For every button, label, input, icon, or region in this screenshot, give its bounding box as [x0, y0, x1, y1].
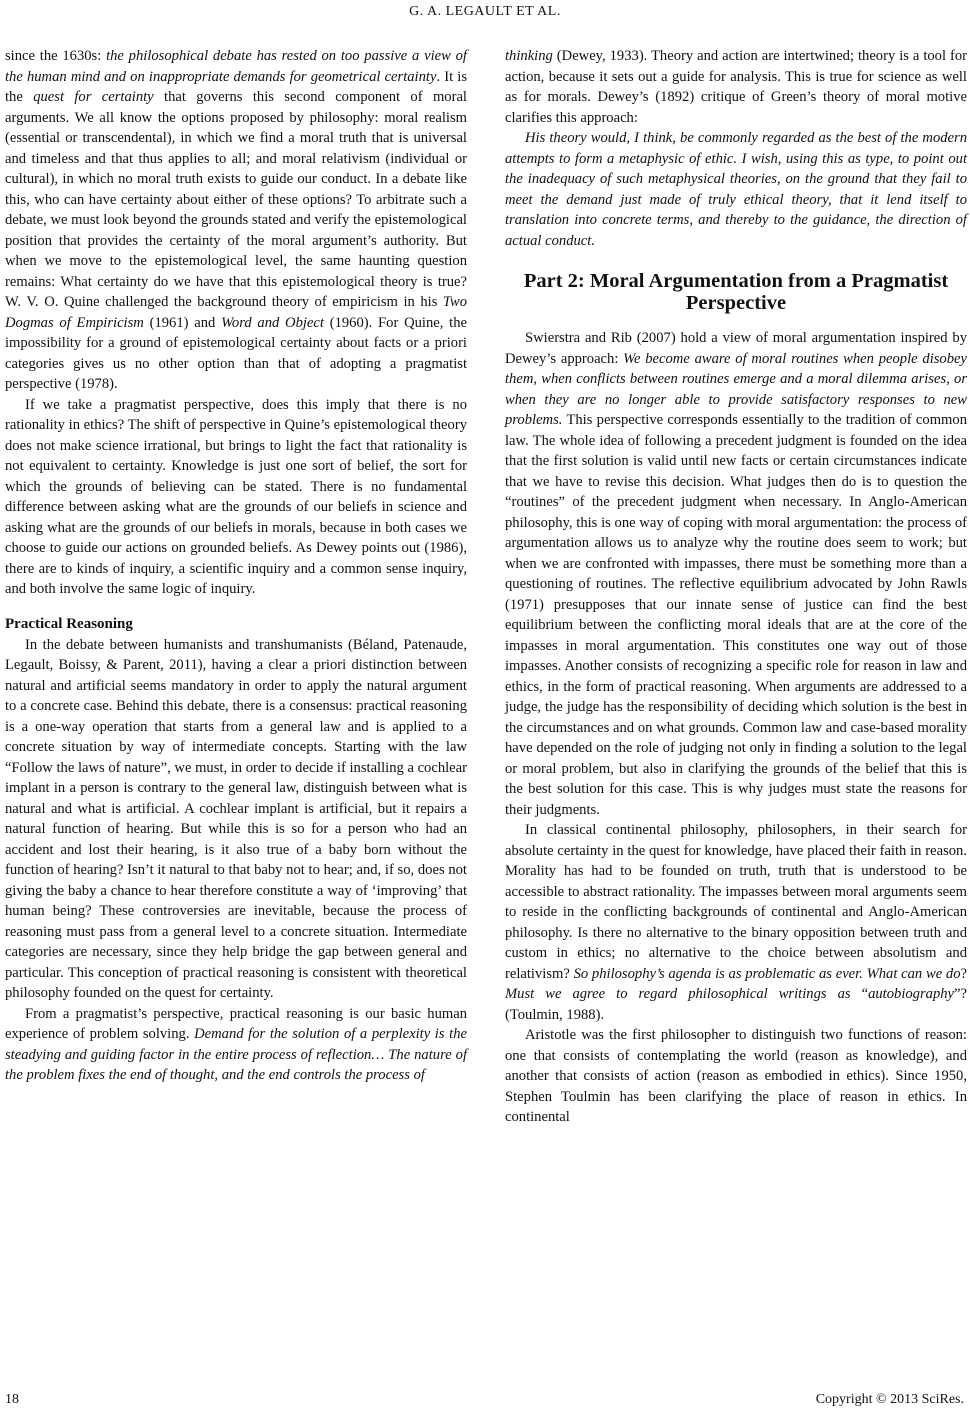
italic-run: quest for certainty — [33, 89, 154, 105]
paragraph: From a pragmatist’s perspective, practical reasoning is our basic human experience of problem solving. Demand for the solution of a perplexity is the steadying and guiding factor in the entire process of reflection… The nature of the problem fixes the end of thought, and the end controls the process of — [5, 1005, 467, 1083]
italic-run: Two Dogmas of Empiricism — [5, 294, 467, 331]
italic-run: Word and Object — [221, 314, 324, 331]
paragraph: If we take a pragmatist perspective, does this imply that there is no rationality in ethics? The shift of perspective in Quine’s epistemological theory does not make science irrational, but brings to light the fact that rationality is not equivalent to certainty. Knowledge is just one sort of belief, the sort for which the grounds of believing can be stated. There is no fundamental difference between asking what are the grounds of our beliefs in science and asking what are the grounds of our beliefs in morals, because in both cases we choose to guide our actions on grounded beliefs. As Dewey points out (1986), there are to kinds of inquiry, a scientific inquiry and a common sense inquiry, and both involve the same logic of inquiry. — [5, 396, 467, 597]
italic-run: Must we agree to regard philosophical writings as — [505, 986, 851, 1002]
italic-run: Demand for the solution of a perplexity is the steadying and guiding factor in the entire process of reflection… The nature of the problem fixes the end of thought — [5, 1026, 467, 1083]
paragraph: since the 1630s: the philosophical debate has rested on too passive a view of the human mind and on inappropriate demands for geometrical certainty. It is the quest for certainty that governs this second component of moral arguments. We all know the options proposed by philosophy: moral realism (essential or transcendental), in which we find a moral truth that is universal and timeless and that thus applies to all; and moral relativism (individual or cultural), in which no moral truth exists to guide our conduct. In a debate like this, who can have certainty about either of these options? To arbitrate such a debate, we must look beyond the grounds stated and verify the epistemological position that provides the certainty of the moral argument’s authority. But when we move to the epistemological level, the same haunting question remains: What certainty do we have that this epistemological theory is true? W. V. O. Quine challenged the background theory of empiricism in his Two Dogmas of Empiricism (1961) and Word and Object (1960). For Quine, the impossibility for a ground of epistemological certainty about facts or a priori categories gives us no other option than that of adopting a pragmatist perspective (1978). — [5, 48, 467, 392]
running-header: G. A. LEGAULT ET AL. — [409, 4, 561, 19]
italic-run: the philosophical debate has rested on too passive a view of the human mind and on inappropriate demands for geometrical certainty — [5, 48, 467, 85]
paragraph: In classical continental philosophy, philosophers, in their search for absolute certainty in the quest for knowledge, have placed their faith in reason. Morality has had to be founded on truth, truth that is understood to be accessible to abstract rationality. The impasses between moral arguments seem to reside in the conflicting backgrounds of continental and Anglo-American philosophy. Is there no alternative to the binary opposition between truth and custom in ethics; no alternative to the choice between absolutism and relativism? So philosophy’s agenda is as problematic as ever. What can we do? Must we agree to regard philosophical writings as “autobiography”? (Toulmin, 1988). — [505, 822, 967, 1023]
italic-run: autobiography — [868, 986, 955, 1002]
copyright-notice: Copyright © 2013 SciRes. — [815, 1392, 964, 1407]
italic-run: So philosophy’s agenda is as problematic as ever. What can we do — [573, 965, 961, 982]
section-subheading: Practical Reasoning — [5, 615, 133, 632]
paragraph: thinking (Dewey, 1933). Theory and action are intertwined; theory is a tool for action, because it sets out a guide for analysis. This is true for science as well as for morals. Dewey’s (1892) critique of Green’s theory of moral motive clarifies this approach: — [505, 48, 967, 126]
section-heading: Part 2: Moral Argumentation from a Pragmatist Perspective — [523, 270, 949, 314]
paragraph: Swierstra and Rib (2007) hold a view of moral argumentation inspired by Dewey’s approach: We become aware of moral routines when people disobey them, when conflicts between routines emerge and a moral dilemma arises, or when they are no longer able to provide satisfactory responses to new problems. This perspective corresponds essentially to the tradition of common law. The whole idea of following a precedent judgment is founded on the idea that the first solution is valid until new facts or certain circumstances indicate that we have to revise this decision. What judges then do is to question the “routines” of the precedent judgment when necessary. In Anglo-American philosophy, this is one way of coping with moral argumentation: the process of argumentation allows us to analyze why the routine does seem to work; but when we are confronted with impasses, there must be something more than a questioning of routines. The reflective equilibrium advocated by John Rawls (1971) presupposes that our innate sense of justice can find the best equilibrium between the conflicting moral ideals that are at the core of the impasses in moral argumentation. This constitutes one way out of those impasses. Another consists of recognizing a specific role for reason in law and ethics, in the form of practical reasoning. When arguments are addressed to a judge, the judge has the responsibility of deciding which solution is the best in the circumstances and on what grounds. Common law and case-based morality have depended on the role of judging not only in finding a solution to the legal or moral problem, but also in clarifying the grounds of the belief that this is the best solution for this case. This is why judges must state the reasons for their judgments. — [505, 330, 968, 818]
italic-run: We become aware of moral routines when people disobey them — [505, 350, 967, 387]
page-number: 18 — [5, 1392, 19, 1407]
italic-run: thinking — [505, 48, 553, 64]
right-column — [505, 46, 967, 1128]
italic-run: and the end controls the process of — [221, 1067, 425, 1083]
italic-run: or when they are no longer able to provide satisfactory responses to new problems. — [505, 371, 968, 428]
paragraph: Aristotle was the first philosopher to distinguish two functions of reason: one that consists of contemplating the world (reason as knowledge), and another that consists of action (reason as embodied in ethics). Since 1950, Stephen Toulmin has been clarifying the place of reason in ethics. In continental — [505, 1027, 967, 1125]
italic-run: when conflicts between routines emerge and a moral dilemma arises — [541, 371, 947, 387]
block-quote: His theory would, I think, be commonly regarded as the best of the modern attempts to form a metaphysic of ethic. I wish, using this as type, to point out the inadequacy of such metaphysical theories, on the ground that they fail to meet the demand just made of truly ethical theory, that it lend itself to translation into concrete terms, and thereby to the guidance, the direction of actual conduct. — [505, 130, 967, 249]
paragraph: In the debate between humanists and transhumanists (Béland, Patenaude, Legault, Boissy, & Parent, 2011), having a clear a priori distinction between natural and artificial seems mandatory in order to apply the natural argument to a concrete case. Behind this debate, there is a consensus: practical reasoning is a one-way operation that starts from a general law and is applied to a concrete situation by way of intermediate concepts. Starting with the law “Follow the laws of nature”, we must, in order to decide if installing a cochlear implant in a person is contrary to the general law, distinguish between what is natural and what is artificial. A cochlear implant is artificial, but it repairs a natural function of hearing. But while this is so for a person who had an accident and lost their hearing, is it also true of a baby born without the function of hearing? Isn’t it natural to that baby not to hear; and, if so, does not giving the baby a chance to hear therefore constitute a way of ‘improving’ that human being? These controversies are inevitable, because the process of reasoning must pass from a general level to a concrete situation. Intermediate categories are necessary, since they help bridge the gap between general and particular. This conception of practical reasoning is consistent with theoretical philosophy founded on the quest for certainty. — [5, 636, 467, 1001]
left-column — [5, 46, 467, 1086]
